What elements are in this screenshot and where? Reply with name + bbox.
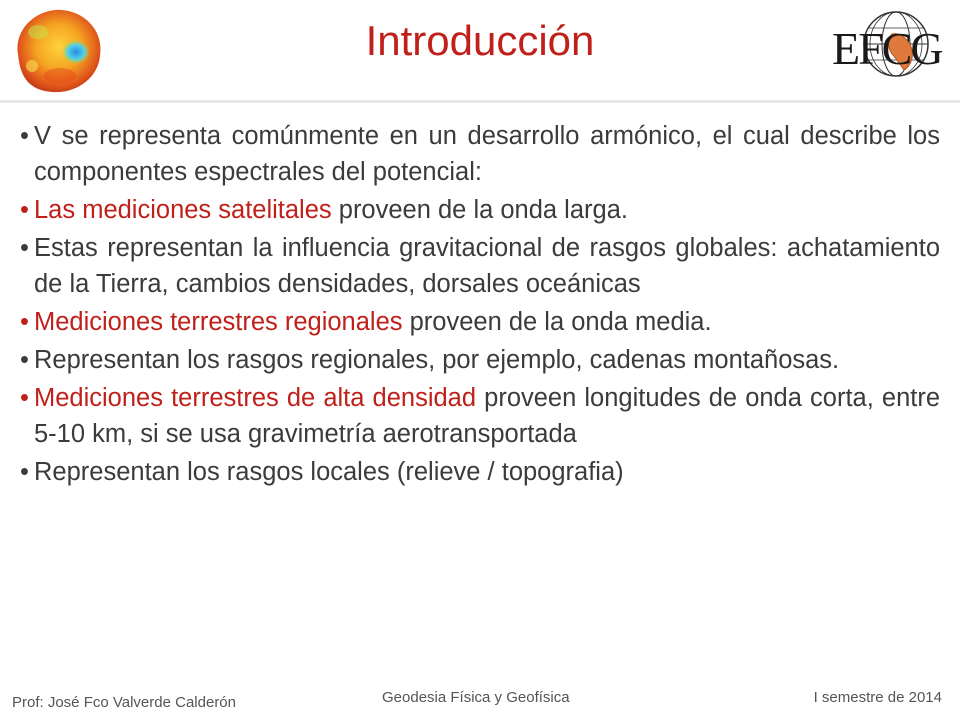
efcg-logo-icon [826, 4, 956, 92]
highlight-text: Las mediciones satelitales [34, 196, 332, 224]
slide-title: Introducción [365, 17, 595, 64]
bullet-dot-icon: • [20, 346, 29, 374]
bullet-item [22, 454, 940, 490]
title-divider [0, 100, 960, 103]
bullet-dot-icon: • [20, 308, 29, 336]
bullet-item [22, 304, 940, 340]
bullet-dot-icon: • [20, 234, 29, 262]
footer-author: Prof: José Fco Valverde Calderón [12, 694, 236, 711]
logo-text: EFCG [832, 23, 942, 74]
body-text: Estas representan la influencia gravitacional de rasgos globales: achatamiento de la Tierra, cambios densidades, dorsales oceánicas [34, 234, 940, 298]
body-text: V se representa comúnmente en un desarrollo armónico, el cual describe los componentes espectrales del potencial: [34, 122, 940, 186]
bullet-dot-icon: • [20, 384, 29, 412]
highlight-text: Mediciones terrestres regionales [34, 308, 403, 336]
footer-course: Geodesia Física y Geofísica [382, 689, 570, 706]
bullet-item [22, 118, 940, 190]
bullet-list [22, 118, 940, 492]
bullet-item [22, 342, 940, 378]
bullet-dot-icon: • [20, 458, 29, 486]
bullet-item [22, 380, 940, 452]
body-text: proveen longitudes de onda corta, entre 5-10 km, si se usa gravimetría aerotransportada [34, 384, 941, 448]
body-text: Representan los rasgos regionales, por ejemplo, cadenas montañosas. [34, 346, 840, 374]
highlight-text: Mediciones terrestres de alta densidad [34, 384, 477, 412]
bullet-item [22, 230, 940, 302]
bullet-item [22, 192, 940, 228]
body-text: Representan los rasgos locales (relieve / topografia) [34, 458, 624, 486]
footer-semester: I semestre de 2014 [813, 689, 942, 706]
body-text: proveen de la onda larga. [331, 196, 628, 224]
body-text: proveen de la onda media. [402, 308, 712, 336]
bullet-dot-icon: • [20, 196, 29, 224]
bullet-dot-icon: • [20, 122, 29, 150]
